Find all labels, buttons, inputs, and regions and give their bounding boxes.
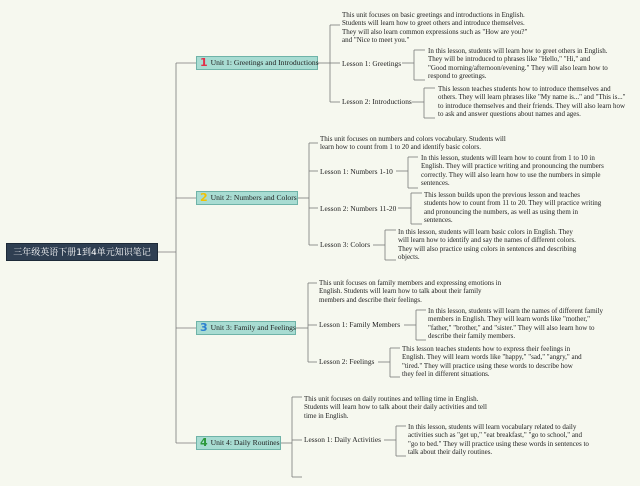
unit-4-label: Unit 4: Daily Routines bbox=[210, 438, 280, 447]
unit-3-overview: This unit focuses on family members and expressing emotions in English. Students will learn how to talk about their family members and describe their feelings. bbox=[319, 279, 502, 304]
unit-1-number: 1 bbox=[200, 56, 208, 69]
unit-1-node bbox=[196, 56, 318, 70]
root-node: 三年级英语下册1到4单元知识笔记 bbox=[6, 243, 158, 261]
unit-3-lesson-1-label: Lesson 1: Family Members bbox=[319, 320, 401, 329]
unit-2-lesson-1-text: In this lesson, students will learn how to count from 1 to 10 in English. They will practice writing and pronouncing the numbers correctly. They will also learn how to use the numbers in simple sentences. bbox=[421, 154, 604, 187]
unit-2-number: 2 bbox=[200, 191, 208, 204]
unit-4-lesson-1-text: In this lesson, students will learn vocabulary related to daily activities such as "get up," "eat breakfast," "go to school," and "go to bed." They will practice using these words in sentences to talk about their daily routines. bbox=[408, 423, 589, 456]
unit-2-label: Unit 2: Numbers and Colors bbox=[210, 193, 297, 202]
unit-3-node bbox=[196, 321, 296, 335]
unit-2-lesson-2-label: Lesson 2: Numbers 11-20 bbox=[320, 204, 397, 213]
unit-3-lesson-2-label: Lesson 2: Feelings bbox=[319, 357, 375, 366]
unit-2-lesson-1-label: Lesson 1: Numbers 1-10 bbox=[320, 167, 393, 176]
unit-1-label: Unit 1: Greetings and Introductions bbox=[210, 58, 319, 67]
unit-1-lesson-1-text: In this lesson, students will learn how to greet others in English. They will be introduced to phrases like "Hello," "Hi," and "Good morning/afternoon/evening." They will also learn how to respond to greetings. bbox=[428, 47, 608, 80]
unit-3-label: Unit 3: Family and Feelings bbox=[210, 323, 296, 332]
unit-2-lesson-3-label: Lesson 3: Colors bbox=[320, 240, 371, 249]
unit-4-number: 4 bbox=[200, 436, 208, 449]
unit-1-lesson-2-text: This lesson teaches students how to introduce themselves and others. They will learn phrases like "My name is..." and "This is..." to introduce themselves and their friends. They will also learn how to ask and answer questions about names and ages. bbox=[438, 85, 626, 118]
unit-2-lesson-2-text: This lesson builds upon the previous lesson and teaches students how to count from 11 to 20. They will practice writing and pronouncing the numbers, as well as using them in sentences. bbox=[424, 191, 602, 224]
unit-3-lesson-2-text: This lesson teaches students how to express their feelings in English. They will learn words like "happy," "sad," "angry," and "tired." They will practice using these words to describe how they feel in different situations. bbox=[402, 345, 582, 378]
unit-4-lesson-1-label: Lesson 1: Daily Activities bbox=[304, 435, 381, 444]
unit-3-lesson-1-text: In this lesson, students will learn the names of different family members in English. They will learn words like "mother," "father," "brother," and "sister." They will also learn how to describe their family members. bbox=[428, 307, 604, 340]
unit-4-node bbox=[196, 436, 281, 450]
unit-1-lesson-2-label: Lesson 2: Introductions bbox=[342, 97, 412, 106]
unit-4-overview: This unit focuses on daily routines and telling time in English. Students will learn how to talk about their daily activities and tell time in English. bbox=[304, 395, 487, 420]
unit-1-overview: This unit focuses on basic greetings and introductions in English. Students will learn how to greet others and introduce themselves. They will also learn common expressions such as "How are you?" and "Nice to meet you." bbox=[342, 11, 528, 44]
unit-2-overview: This unit focuses on numbers and colors vocabulary. Students will learn how to count from 1 to 20 and identify basic colors. bbox=[320, 135, 506, 152]
unit-3-number: 3 bbox=[200, 321, 208, 334]
unit-1-lesson-1-label: Lesson 1: Greetings bbox=[342, 59, 402, 68]
unit-2-lesson-3-text: In this lesson, students will learn basic colors in English. They will learn how to identify and say the names of different colors. They will also practice using colors in sentences and describing objects. bbox=[398, 228, 577, 261]
unit-2-node bbox=[196, 191, 298, 205]
